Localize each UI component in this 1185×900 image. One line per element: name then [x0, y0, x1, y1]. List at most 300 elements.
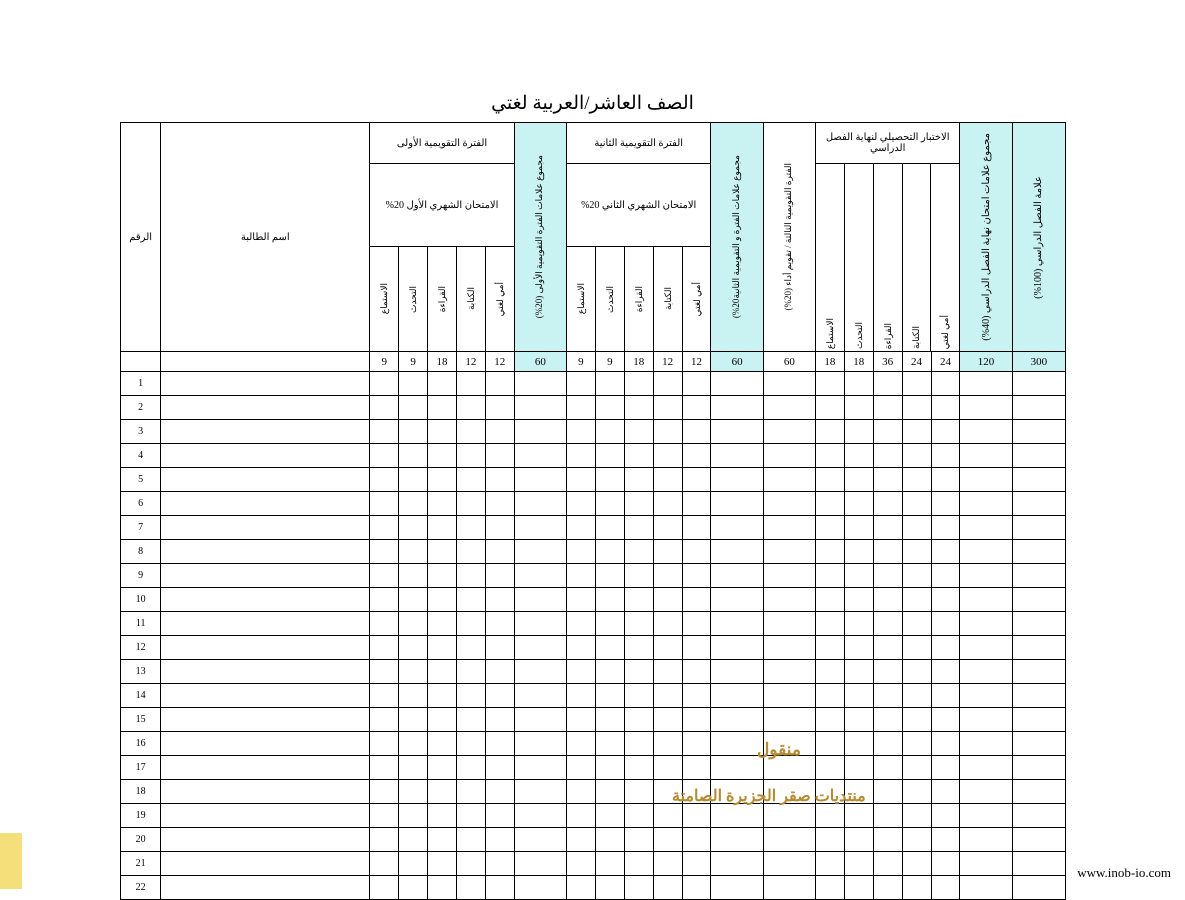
grade-cell[interactable] — [653, 660, 682, 684]
grade-cell[interactable] — [902, 852, 931, 876]
grade-cell[interactable] — [370, 852, 399, 876]
grade-cell[interactable] — [566, 636, 595, 660]
grade-cell[interactable] — [456, 852, 485, 876]
grade-cell[interactable] — [456, 396, 485, 420]
grade-cell[interactable] — [902, 660, 931, 684]
grade-cell[interactable] — [624, 468, 653, 492]
grade-cell[interactable] — [428, 516, 457, 540]
grade-cell[interactable] — [873, 516, 902, 540]
grade-cell[interactable] — [902, 804, 931, 828]
grade-cell[interactable] — [370, 876, 399, 900]
grade-cell[interactable] — [456, 828, 485, 852]
grade-cell[interactable] — [960, 588, 1012, 612]
grade-cell[interactable] — [873, 492, 902, 516]
grade-cell[interactable] — [815, 732, 844, 756]
grade-cell[interactable] — [428, 732, 457, 756]
grade-cell[interactable] — [624, 540, 653, 564]
grade-cell[interactable] — [682, 612, 711, 636]
grade-cell[interactable] — [428, 444, 457, 468]
grade-cell[interactable] — [960, 396, 1012, 420]
grade-cell[interactable] — [873, 876, 902, 900]
grade-cell[interactable] — [960, 876, 1012, 900]
grade-cell[interactable] — [514, 636, 566, 660]
grade-cell[interactable] — [485, 708, 514, 732]
grade-cell[interactable] — [514, 444, 566, 468]
grade-cell[interactable] — [370, 540, 399, 564]
grade-cell[interactable] — [815, 516, 844, 540]
grade-cell[interactable] — [931, 684, 960, 708]
grade-cell[interactable] — [960, 636, 1012, 660]
grade-cell[interactable] — [566, 564, 595, 588]
grade-cell[interactable] — [1012, 828, 1065, 852]
grade-cell[interactable] — [624, 684, 653, 708]
grade-cell[interactable] — [566, 852, 595, 876]
grade-cell[interactable] — [711, 804, 763, 828]
grade-cell[interactable] — [960, 564, 1012, 588]
grade-cell[interactable] — [399, 852, 428, 876]
grade-cell[interactable] — [566, 492, 595, 516]
grade-cell[interactable] — [653, 732, 682, 756]
grade-cell[interactable] — [931, 804, 960, 828]
grade-cell[interactable] — [711, 516, 763, 540]
student-name-cell[interactable] — [161, 468, 370, 492]
grade-cell[interactable] — [624, 516, 653, 540]
grade-cell[interactable] — [844, 756, 873, 780]
grade-cell[interactable] — [815, 636, 844, 660]
grade-cell[interactable] — [428, 660, 457, 684]
grade-cell[interactable] — [514, 852, 566, 876]
grade-cell[interactable] — [844, 516, 873, 540]
grade-cell[interactable] — [844, 828, 873, 852]
student-name-cell[interactable] — [161, 444, 370, 468]
grade-cell[interactable] — [485, 540, 514, 564]
grade-cell[interactable] — [844, 372, 873, 396]
grade-cell[interactable] — [815, 588, 844, 612]
grade-cell[interactable] — [653, 372, 682, 396]
grade-cell[interactable] — [595, 660, 624, 684]
grade-cell[interactable] — [514, 372, 566, 396]
grade-cell[interactable] — [399, 780, 428, 804]
grade-cell[interactable] — [399, 588, 428, 612]
grade-cell[interactable] — [844, 420, 873, 444]
grade-cell[interactable] — [763, 540, 815, 564]
grade-cell[interactable] — [624, 780, 653, 804]
grade-cell[interactable] — [624, 420, 653, 444]
grade-cell[interactable] — [931, 516, 960, 540]
grade-cell[interactable] — [1012, 444, 1065, 468]
grade-cell[interactable] — [624, 492, 653, 516]
grade-cell[interactable] — [844, 732, 873, 756]
grade-cell[interactable] — [960, 612, 1012, 636]
student-name-cell[interactable] — [161, 660, 370, 684]
grade-cell[interactable] — [514, 660, 566, 684]
grade-cell[interactable] — [485, 372, 514, 396]
grade-cell[interactable] — [873, 420, 902, 444]
grade-cell[interactable] — [428, 588, 457, 612]
grade-cell[interactable] — [682, 876, 711, 900]
grade-cell[interactable] — [653, 876, 682, 900]
grade-cell[interactable] — [595, 828, 624, 852]
grade-cell[interactable] — [653, 420, 682, 444]
grade-cell[interactable] — [399, 372, 428, 396]
grade-cell[interactable] — [514, 684, 566, 708]
grade-cell[interactable] — [485, 660, 514, 684]
grade-cell[interactable] — [595, 684, 624, 708]
grade-cell[interactable] — [485, 684, 514, 708]
grade-cell[interactable] — [1012, 588, 1065, 612]
grade-cell[interactable] — [595, 372, 624, 396]
grade-cell[interactable] — [1012, 372, 1065, 396]
grade-cell[interactable] — [960, 732, 1012, 756]
grade-cell[interactable] — [763, 828, 815, 852]
grade-cell[interactable] — [815, 804, 844, 828]
grade-cell[interactable] — [428, 876, 457, 900]
grade-cell[interactable] — [902, 876, 931, 900]
grade-cell[interactable] — [624, 372, 653, 396]
grade-cell[interactable] — [514, 876, 566, 900]
grade-cell[interactable] — [931, 540, 960, 564]
grade-cell[interactable] — [456, 732, 485, 756]
grade-cell[interactable] — [844, 492, 873, 516]
grade-cell[interactable] — [1012, 396, 1065, 420]
grade-cell[interactable] — [456, 588, 485, 612]
grade-cell[interactable] — [815, 612, 844, 636]
grade-cell[interactable] — [815, 540, 844, 564]
grade-cell[interactable] — [456, 540, 485, 564]
grade-cell[interactable] — [514, 756, 566, 780]
grade-cell[interactable] — [595, 780, 624, 804]
grade-cell[interactable] — [456, 468, 485, 492]
grade-cell[interactable] — [844, 708, 873, 732]
grade-cell[interactable] — [428, 396, 457, 420]
grade-cell[interactable] — [566, 660, 595, 684]
grade-cell[interactable] — [682, 756, 711, 780]
grade-cell[interactable] — [873, 468, 902, 492]
grade-cell[interactable] — [682, 396, 711, 420]
student-name-cell[interactable] — [161, 804, 370, 828]
grade-cell[interactable] — [815, 372, 844, 396]
grade-cell[interactable] — [931, 492, 960, 516]
grade-cell[interactable] — [485, 636, 514, 660]
student-name-cell[interactable] — [161, 708, 370, 732]
grade-cell[interactable] — [815, 756, 844, 780]
grade-cell[interactable] — [682, 540, 711, 564]
grade-cell[interactable] — [428, 780, 457, 804]
grade-cell[interactable] — [399, 708, 428, 732]
grade-cell[interactable] — [844, 444, 873, 468]
grade-cell[interactable] — [653, 492, 682, 516]
grade-cell[interactable] — [711, 876, 763, 900]
grade-cell[interactable] — [370, 684, 399, 708]
grade-cell[interactable] — [960, 708, 1012, 732]
grade-cell[interactable] — [815, 468, 844, 492]
grade-cell[interactable] — [566, 588, 595, 612]
grade-cell[interactable] — [566, 804, 595, 828]
grade-cell[interactable] — [566, 684, 595, 708]
grade-cell[interactable] — [566, 612, 595, 636]
grade-cell[interactable] — [902, 444, 931, 468]
grade-cell[interactable] — [844, 660, 873, 684]
grade-cell[interactable] — [653, 516, 682, 540]
grade-cell[interactable] — [1012, 852, 1065, 876]
grade-cell[interactable] — [514, 396, 566, 420]
grade-cell[interactable] — [873, 636, 902, 660]
grade-cell[interactable] — [931, 612, 960, 636]
grade-cell[interactable] — [711, 492, 763, 516]
grade-cell[interactable] — [902, 516, 931, 540]
grade-cell[interactable] — [370, 732, 399, 756]
grade-cell[interactable] — [514, 732, 566, 756]
grade-cell[interactable] — [711, 828, 763, 852]
grade-cell[interactable] — [595, 636, 624, 660]
grade-cell[interactable] — [1012, 732, 1065, 756]
grade-cell[interactable] — [485, 588, 514, 612]
grade-cell[interactable] — [653, 588, 682, 612]
grade-cell[interactable] — [682, 708, 711, 732]
grade-cell[interactable] — [370, 756, 399, 780]
grade-cell[interactable] — [456, 444, 485, 468]
grade-cell[interactable] — [902, 492, 931, 516]
grade-cell[interactable] — [815, 444, 844, 468]
grade-cell[interactable] — [595, 732, 624, 756]
student-name-cell[interactable] — [161, 588, 370, 612]
grade-cell[interactable] — [399, 612, 428, 636]
grade-cell[interactable] — [595, 876, 624, 900]
grade-cell[interactable] — [902, 708, 931, 732]
grade-cell[interactable] — [595, 444, 624, 468]
grade-cell[interactable] — [844, 564, 873, 588]
grade-cell[interactable] — [960, 684, 1012, 708]
grade-cell[interactable] — [428, 756, 457, 780]
grade-cell[interactable] — [399, 636, 428, 660]
grade-cell[interactable] — [370, 708, 399, 732]
student-name-cell[interactable] — [161, 564, 370, 588]
grade-cell[interactable] — [485, 516, 514, 540]
grade-cell[interactable] — [931, 852, 960, 876]
grade-cell[interactable] — [624, 852, 653, 876]
grade-cell[interactable] — [711, 756, 763, 780]
grade-cell[interactable] — [873, 732, 902, 756]
grade-cell[interactable] — [711, 444, 763, 468]
grade-cell[interactable] — [873, 804, 902, 828]
grade-cell[interactable] — [844, 684, 873, 708]
grade-cell[interactable] — [370, 828, 399, 852]
grade-cell[interactable] — [566, 828, 595, 852]
grade-cell[interactable] — [624, 564, 653, 588]
grade-cell[interactable] — [815, 876, 844, 900]
grade-cell[interactable] — [624, 828, 653, 852]
grade-cell[interactable] — [456, 876, 485, 900]
grade-cell[interactable] — [624, 804, 653, 828]
grade-cell[interactable] — [815, 828, 844, 852]
grade-cell[interactable] — [763, 636, 815, 660]
grade-cell[interactable] — [399, 540, 428, 564]
grade-cell[interactable] — [815, 780, 844, 804]
grade-cell[interactable] — [485, 420, 514, 444]
grade-cell[interactable] — [514, 468, 566, 492]
grade-cell[interactable] — [370, 396, 399, 420]
grade-cell[interactable] — [682, 516, 711, 540]
grade-cell[interactable] — [711, 468, 763, 492]
grade-cell[interactable] — [844, 876, 873, 900]
grade-cell[interactable] — [815, 420, 844, 444]
grade-cell[interactable] — [485, 444, 514, 468]
grade-cell[interactable] — [1012, 684, 1065, 708]
grade-cell[interactable] — [428, 468, 457, 492]
grade-cell[interactable] — [931, 396, 960, 420]
grade-cell[interactable] — [931, 708, 960, 732]
grade-cell[interactable] — [653, 396, 682, 420]
grade-cell[interactable] — [566, 780, 595, 804]
grade-cell[interactable] — [370, 804, 399, 828]
grade-cell[interactable] — [902, 732, 931, 756]
grade-cell[interactable] — [456, 708, 485, 732]
grade-cell[interactable] — [399, 444, 428, 468]
grade-cell[interactable] — [1012, 756, 1065, 780]
grade-cell[interactable] — [370, 492, 399, 516]
grade-cell[interactable] — [873, 660, 902, 684]
grade-cell[interactable] — [682, 660, 711, 684]
grade-cell[interactable] — [682, 444, 711, 468]
grade-cell[interactable] — [844, 636, 873, 660]
grade-cell[interactable] — [815, 684, 844, 708]
grade-cell[interactable] — [624, 612, 653, 636]
student-name-cell[interactable] — [161, 540, 370, 564]
grade-cell[interactable] — [428, 636, 457, 660]
grade-cell[interactable] — [595, 396, 624, 420]
grade-cell[interactable] — [902, 636, 931, 660]
grade-cell[interactable] — [653, 804, 682, 828]
grade-cell[interactable] — [1012, 708, 1065, 732]
grade-cell[interactable] — [960, 660, 1012, 684]
grade-cell[interactable] — [485, 732, 514, 756]
grade-cell[interactable] — [931, 588, 960, 612]
grade-cell[interactable] — [711, 372, 763, 396]
grade-cell[interactable] — [456, 516, 485, 540]
grade-cell[interactable] — [902, 588, 931, 612]
grade-cell[interactable] — [428, 828, 457, 852]
grade-cell[interactable] — [873, 684, 902, 708]
grade-cell[interactable] — [960, 372, 1012, 396]
grade-cell[interactable] — [763, 756, 815, 780]
grade-cell[interactable] — [566, 444, 595, 468]
grade-cell[interactable] — [960, 804, 1012, 828]
grade-cell[interactable] — [931, 732, 960, 756]
grade-cell[interactable] — [428, 684, 457, 708]
grade-cell[interactable] — [873, 756, 902, 780]
grade-cell[interactable] — [485, 756, 514, 780]
grade-cell[interactable] — [763, 780, 815, 804]
grade-cell[interactable] — [653, 708, 682, 732]
grade-cell[interactable] — [873, 612, 902, 636]
grade-cell[interactable] — [763, 372, 815, 396]
grade-cell[interactable] — [370, 372, 399, 396]
grade-cell[interactable] — [399, 420, 428, 444]
grade-cell[interactable] — [595, 420, 624, 444]
grade-cell[interactable] — [711, 852, 763, 876]
grade-cell[interactable] — [370, 420, 399, 444]
grade-cell[interactable] — [399, 756, 428, 780]
grade-cell[interactable] — [370, 636, 399, 660]
grade-cell[interactable] — [399, 468, 428, 492]
grade-cell[interactable] — [902, 396, 931, 420]
grade-cell[interactable] — [902, 540, 931, 564]
grade-cell[interactable] — [682, 828, 711, 852]
grade-cell[interactable] — [902, 372, 931, 396]
grade-cell[interactable] — [711, 636, 763, 660]
grade-cell[interactable] — [711, 780, 763, 804]
grade-cell[interactable] — [624, 444, 653, 468]
grade-cell[interactable] — [682, 684, 711, 708]
grade-cell[interactable] — [960, 444, 1012, 468]
grade-cell[interactable] — [485, 780, 514, 804]
grade-cell[interactable] — [456, 636, 485, 660]
grade-cell[interactable] — [931, 420, 960, 444]
grade-cell[interactable] — [399, 876, 428, 900]
grade-cell[interactable] — [815, 492, 844, 516]
grade-cell[interactable] — [624, 732, 653, 756]
grade-cell[interactable] — [931, 756, 960, 780]
grade-cell[interactable] — [1012, 636, 1065, 660]
grade-cell[interactable] — [653, 684, 682, 708]
grade-cell[interactable] — [711, 684, 763, 708]
grade-cell[interactable] — [370, 564, 399, 588]
grade-cell[interactable] — [566, 396, 595, 420]
grade-cell[interactable] — [595, 516, 624, 540]
grade-cell[interactable] — [1012, 420, 1065, 444]
grade-cell[interactable] — [815, 852, 844, 876]
grade-cell[interactable] — [960, 516, 1012, 540]
grade-cell[interactable] — [931, 780, 960, 804]
grade-cell[interactable] — [428, 852, 457, 876]
grade-cell[interactable] — [873, 444, 902, 468]
grade-cell[interactable] — [566, 708, 595, 732]
grade-cell[interactable] — [763, 420, 815, 444]
grade-cell[interactable] — [456, 420, 485, 444]
grade-cell[interactable] — [566, 516, 595, 540]
grade-cell[interactable] — [873, 828, 902, 852]
grade-cell[interactable] — [485, 828, 514, 852]
grade-cell[interactable] — [456, 660, 485, 684]
grade-cell[interactable] — [873, 564, 902, 588]
grade-cell[interactable] — [456, 804, 485, 828]
grade-cell[interactable] — [931, 468, 960, 492]
grade-cell[interactable] — [653, 444, 682, 468]
grade-cell[interactable] — [566, 756, 595, 780]
grade-cell[interactable] — [1012, 516, 1065, 540]
grade-cell[interactable] — [873, 588, 902, 612]
grade-cell[interactable] — [1012, 468, 1065, 492]
grade-cell[interactable] — [370, 780, 399, 804]
grade-cell[interactable] — [370, 588, 399, 612]
grade-cell[interactable] — [815, 708, 844, 732]
grade-cell[interactable] — [428, 372, 457, 396]
grade-cell[interactable] — [485, 468, 514, 492]
grade-cell[interactable] — [653, 612, 682, 636]
grade-cell[interactable] — [566, 420, 595, 444]
grade-cell[interactable] — [902, 564, 931, 588]
grade-cell[interactable] — [653, 564, 682, 588]
grade-cell[interactable] — [1012, 876, 1065, 900]
grade-cell[interactable] — [624, 756, 653, 780]
grade-cell[interactable] — [370, 516, 399, 540]
grade-cell[interactable] — [514, 804, 566, 828]
grade-cell[interactable] — [1012, 660, 1065, 684]
grade-cell[interactable] — [682, 468, 711, 492]
grade-cell[interactable] — [595, 468, 624, 492]
grade-cell[interactable] — [399, 564, 428, 588]
grade-cell[interactable] — [763, 612, 815, 636]
